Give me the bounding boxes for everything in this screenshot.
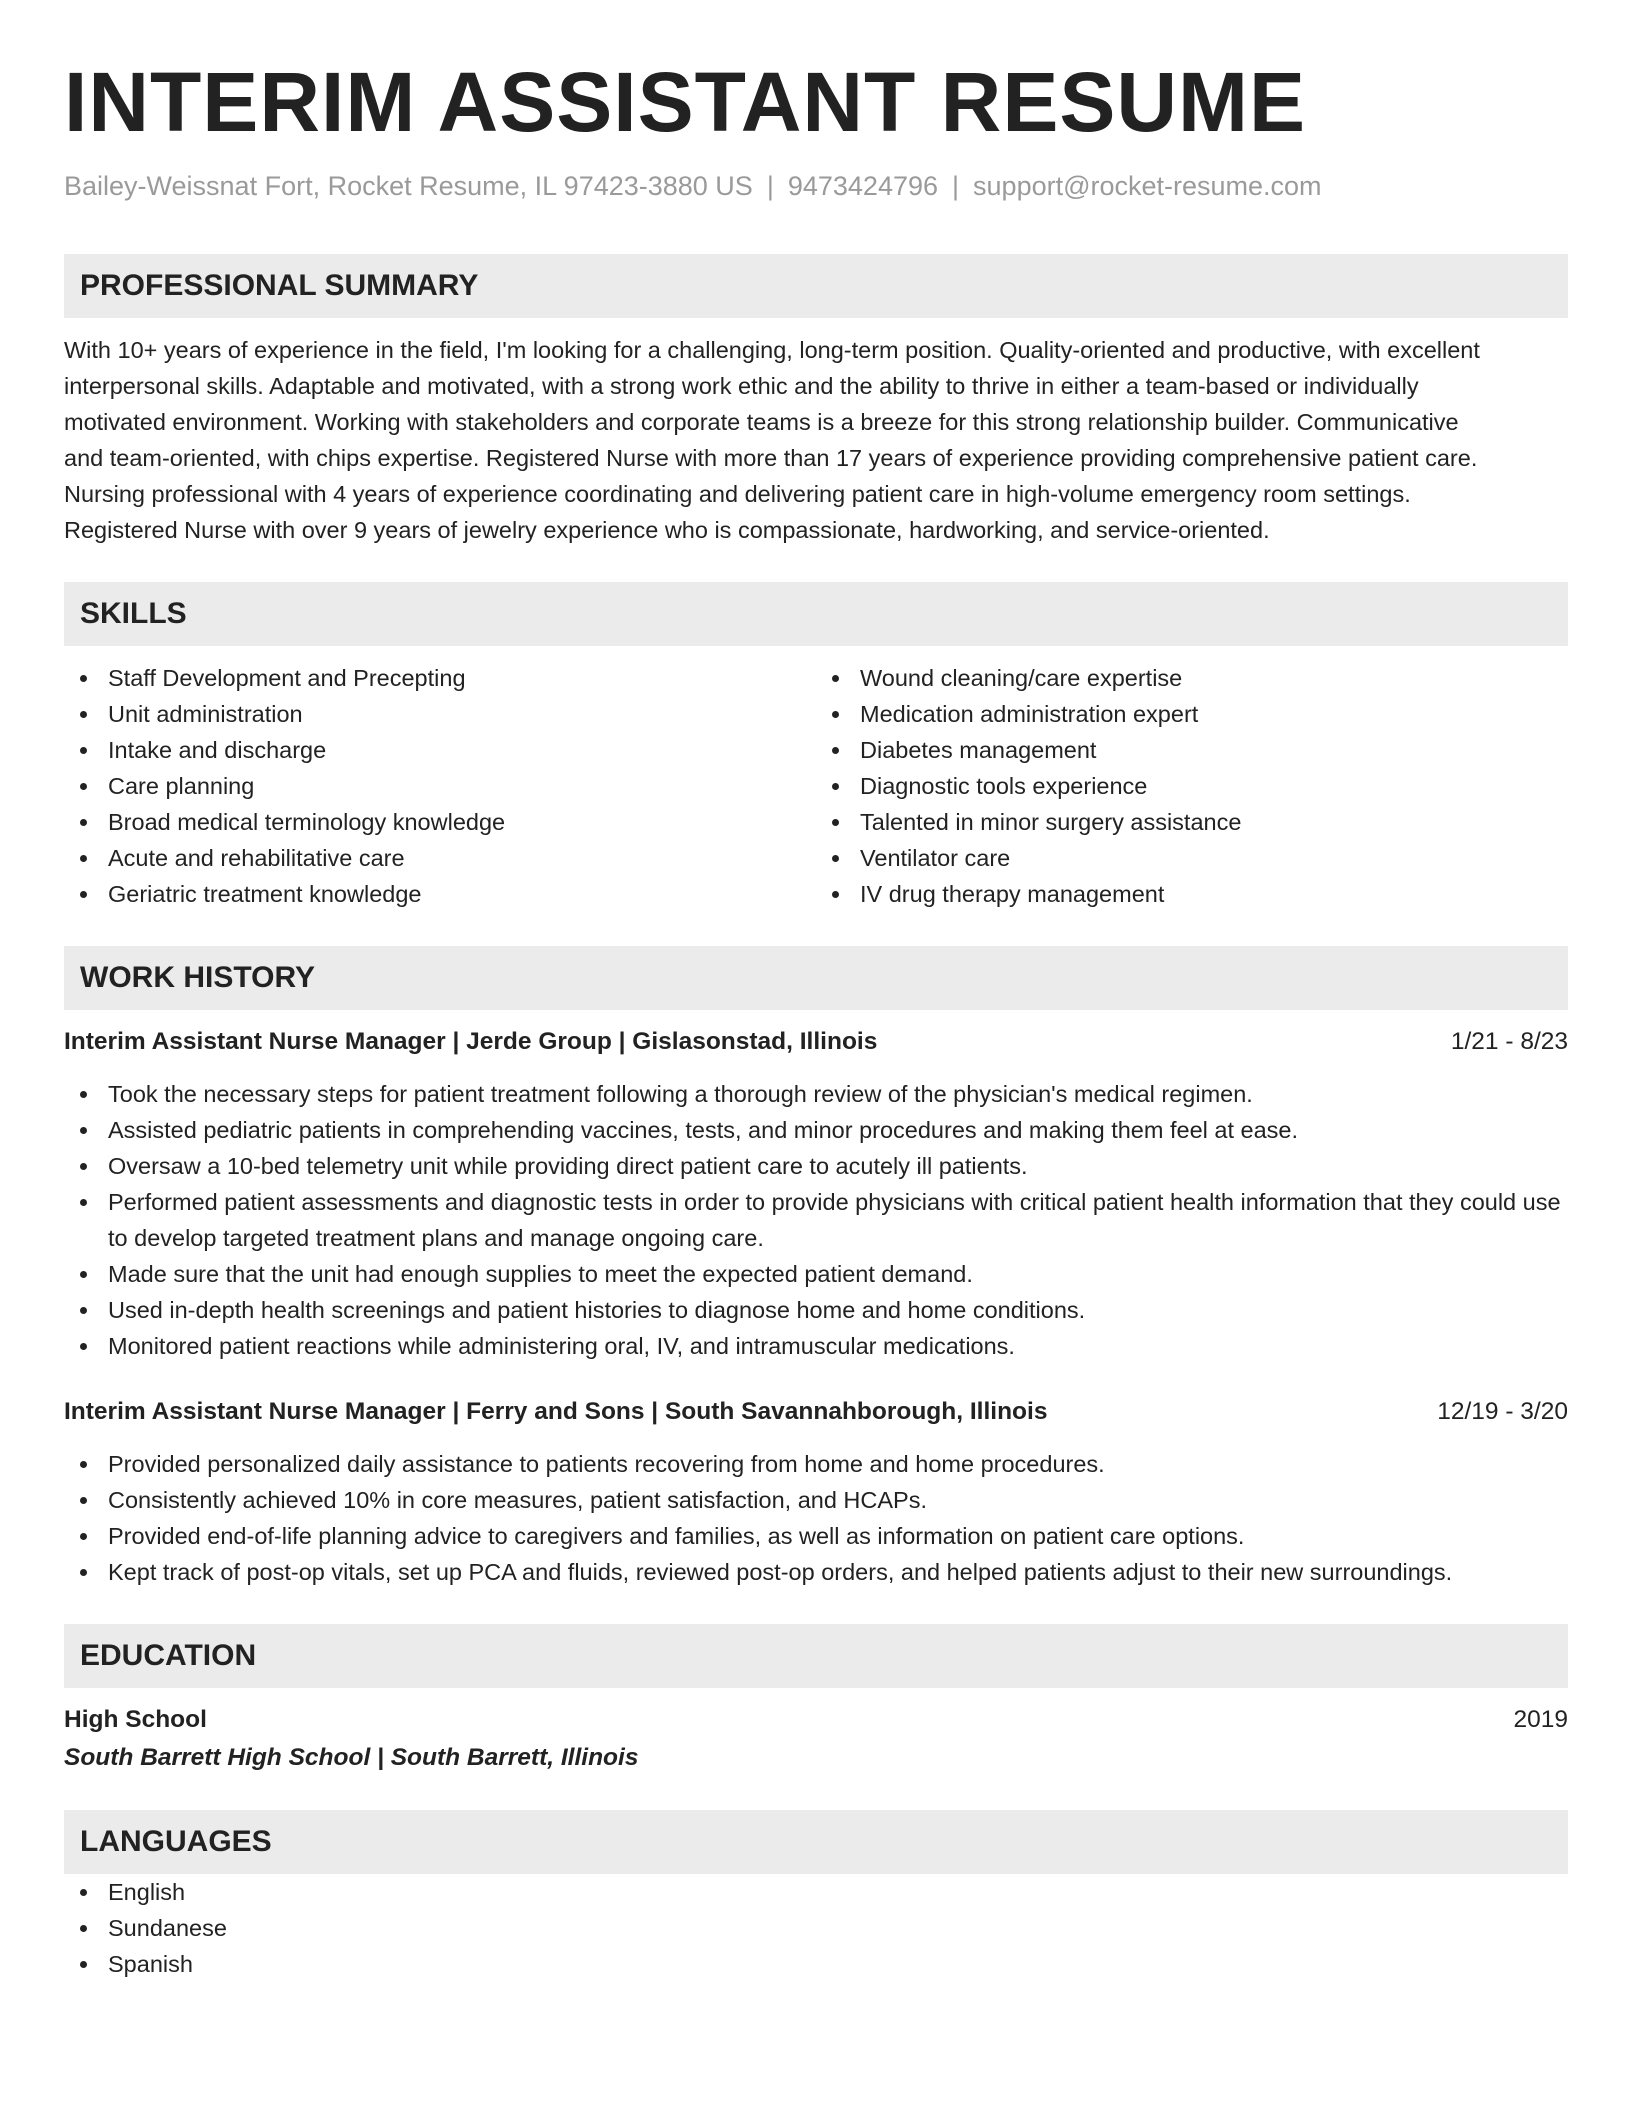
job-title: Interim Assistant Nurse Manager | Ferry and Sons | South Savannahborough, Illinois	[64, 1398, 1048, 1425]
summary-text	[64, 332, 1568, 548]
skill-item: Diagnostic tools experience	[816, 768, 1568, 804]
skills-column-left	[64, 660, 816, 912]
job-bullet: Oversaw a 10-bed telemetry unit while providing direct patient care to acutely ill patients.	[64, 1148, 1568, 1184]
job-dates: 12/19 - 3/20	[1437, 1398, 1568, 1425]
skill-item: Diabetes management	[816, 732, 1568, 768]
section-header-summary: PROFESSIONAL SUMMARY	[64, 254, 1568, 318]
job-header	[64, 1394, 1568, 1430]
contact-separator: |	[766, 171, 774, 201]
job-bullet: Took the necessary steps for patient treatment following a thorough review of the physician's medical regimen.	[64, 1076, 1568, 1112]
skill-item: Wound cleaning/care expertise	[816, 660, 1568, 696]
job-bullet: Performed patient assessments and diagnostic tests in order to provide physicians with critical patient health information that they could use to develop targeted treatment plans and manage ongoing care.	[64, 1184, 1568, 1256]
section-header-languages: LANGUAGES	[64, 1810, 1568, 1874]
skills-grid	[64, 660, 1568, 912]
job-bullet: Monitored patient reactions while administering oral, IV, and intramuscular medications.	[64, 1328, 1568, 1364]
summary-line: and team-oriented, with chips expertise. Registered Nurse with more than 17 years of experience providing comprehensive patient care.	[64, 445, 1478, 471]
job-bullets	[64, 1076, 1568, 1364]
summary-line: interpersonal skills. Adaptable and motivated, with a strong work ethic and the ability to thrive in either a team-based or individually	[64, 373, 1419, 399]
skill-item: IV drug therapy management	[816, 876, 1568, 912]
contact-address: Bailey-Weissnat Fort, Rocket Resume, IL 97423-3880 US	[64, 171, 753, 201]
summary-line: With 10+ years of experience in the field, I'm looking for a challenging, long-term position. Quality-oriented and productive, with excellent	[64, 337, 1480, 363]
job-entry	[64, 1024, 1568, 1364]
resume-title: INTERIM ASSISTANT RESUME	[64, 55, 1307, 149]
job-bullet: Consistently achieved 10% in core measures, patient satisfaction, and HCAPs.	[64, 1482, 1568, 1518]
language-item: Spanish	[64, 1946, 1568, 1982]
skills-column-right	[816, 660, 1568, 912]
job-bullets	[64, 1446, 1568, 1590]
skill-item: Acute and rehabilitative care	[64, 840, 816, 876]
contact-line	[64, 168, 1568, 204]
job-bullet: Kept track of post-op vitals, set up PCA and fluids, reviewed post-op orders, and helped patients adjust to their new surroundings.	[64, 1554, 1568, 1590]
language-item: Sundanese	[64, 1910, 1568, 1946]
skill-item: Unit administration	[64, 696, 816, 732]
job-bullet: Provided personalized daily assistance to patients recovering from home and home procedures.	[64, 1446, 1568, 1482]
skill-item: Ventilator care	[816, 840, 1568, 876]
summary-line: Nursing professional with 4 years of experience coordinating and delivering patient care in high-volume emergency room settings.	[64, 481, 1411, 507]
section-header-skills: SKILLS	[64, 582, 1568, 646]
job-bullet: Made sure that the unit had enough supplies to meet the expected patient demand.	[64, 1256, 1568, 1292]
contact-separator: |	[952, 171, 960, 201]
education-year: 2019	[1513, 1706, 1568, 1733]
skill-item: Intake and discharge	[64, 732, 816, 768]
education-header	[64, 1702, 1568, 1738]
skill-item: Medication administration expert	[816, 696, 1568, 732]
summary-line: motivated environment. Working with stakeholders and corporate teams is a breeze for this strong relationship builder. Communicative	[64, 409, 1459, 435]
contact-email: support@rocket-resume.com	[973, 171, 1322, 201]
job-bullet: Used in-depth health screenings and patient histories to diagnose home and home conditions.	[64, 1292, 1568, 1328]
job-dates: 1/21 - 8/23	[1450, 1028, 1568, 1055]
skill-item: Geriatric treatment knowledge	[64, 876, 816, 912]
job-title: Interim Assistant Nurse Manager | Jerde Group | Gislasonstad, Illinois	[64, 1028, 878, 1055]
skill-item: Talented in minor surgery assistance	[816, 804, 1568, 840]
skill-item: Care planning	[64, 768, 816, 804]
contact-phone: 9473424796	[787, 171, 939, 201]
job-bullet: Assisted pediatric patients in comprehending vaccines, tests, and minor procedures and making them feel at ease.	[64, 1112, 1568, 1148]
job-entry	[64, 1394, 1568, 1590]
skill-item: Broad medical terminology knowledge	[64, 804, 816, 840]
education-degree: High School	[64, 1706, 207, 1733]
job-bullet: Provided end-of-life planning advice to caregivers and families, as well as information on patient care options.	[64, 1518, 1568, 1554]
language-item: English	[64, 1874, 1568, 1910]
section-header-education: EDUCATION	[64, 1624, 1568, 1688]
job-header	[64, 1024, 1568, 1060]
summary-line: Registered Nurse with over 9 years of jewelry experience who is compassionate, hardworking, and service-oriented.	[64, 517, 1270, 543]
section-header-work-history: WORK HISTORY	[64, 946, 1568, 1010]
skill-item: Staff Development and Precepting	[64, 660, 816, 696]
languages-list	[64, 1874, 1568, 1982]
education-school: South Barrett High School | South Barrett, Illinois	[64, 1744, 639, 1771]
